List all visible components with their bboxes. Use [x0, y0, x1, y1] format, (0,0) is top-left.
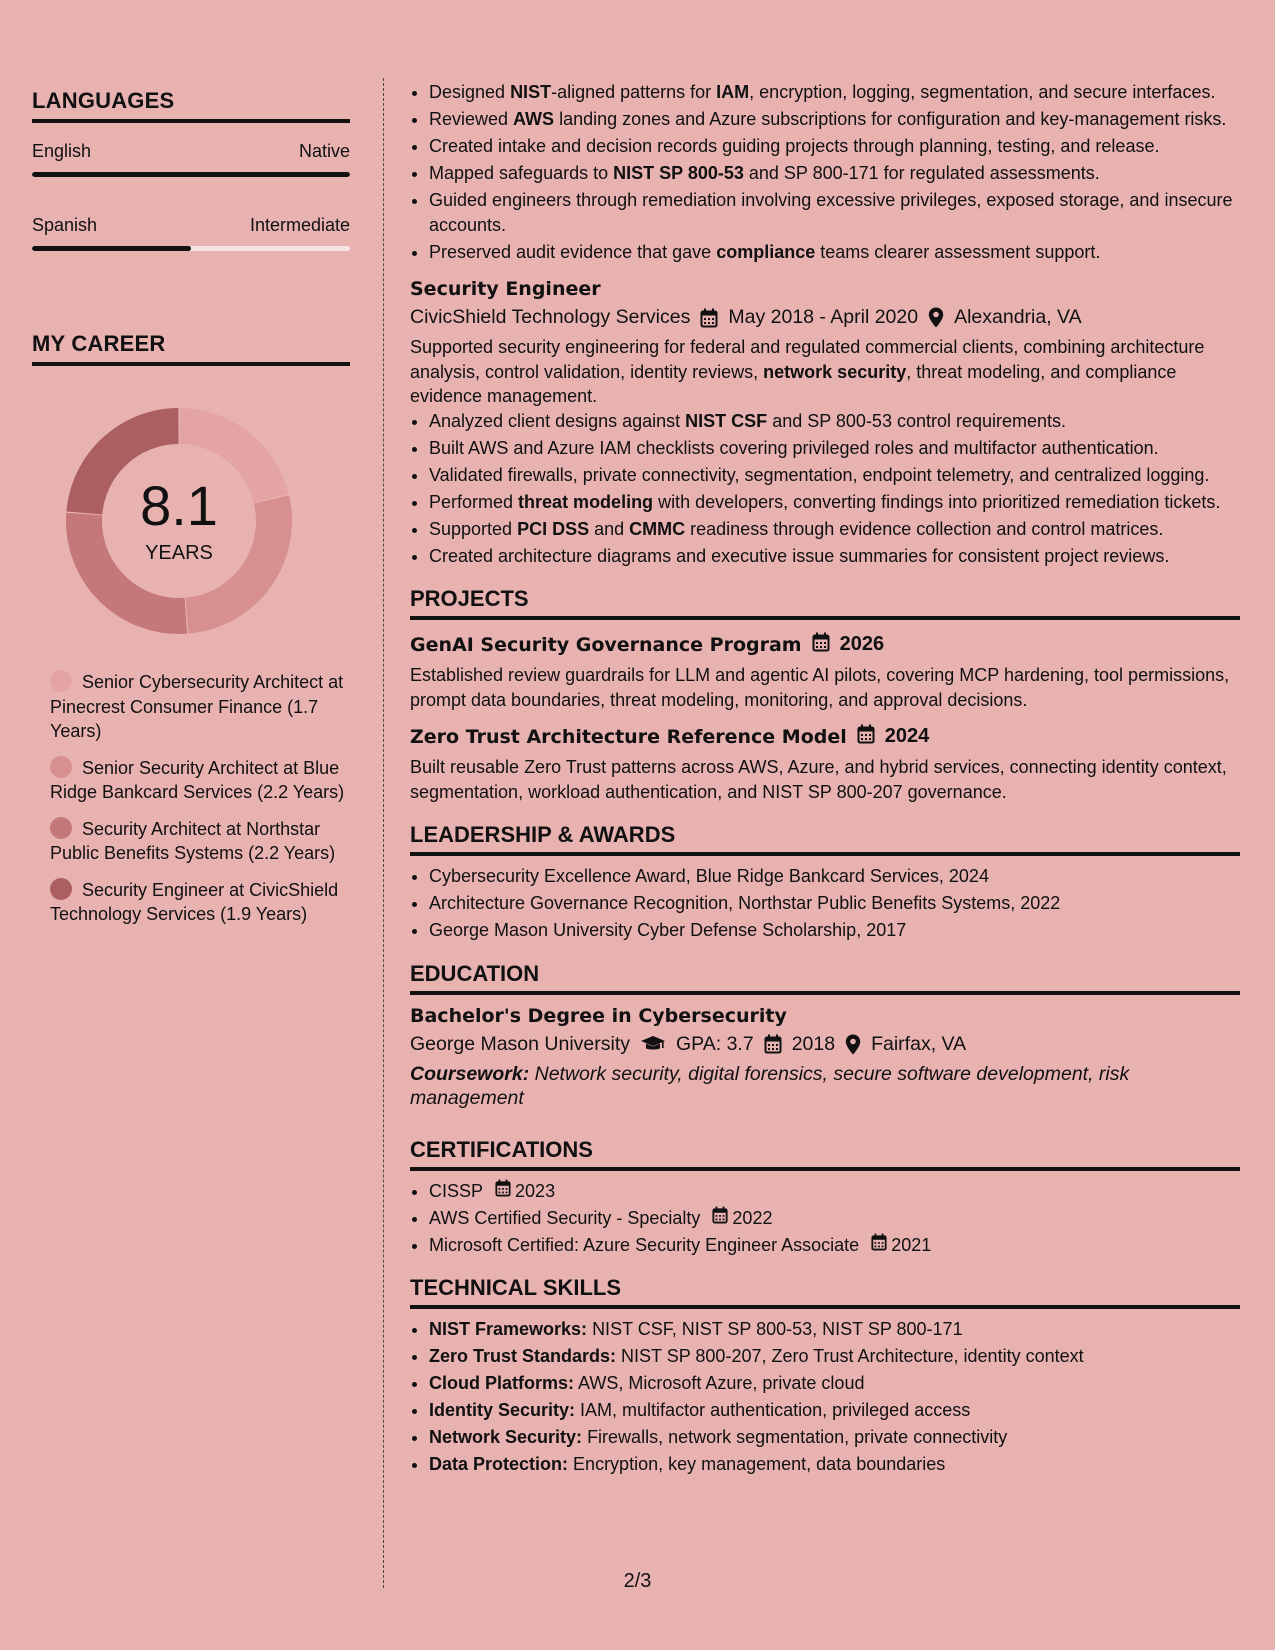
- skill-value: NIST SP 800-207, Zero Trust Architecture, identity context: [621, 1346, 1084, 1366]
- skill-item: [429, 1452, 1240, 1477]
- degree-title: Bachelor's Degree in Cybersecurity: [410, 1004, 787, 1027]
- job-summary: Supported security engineering for federal and regulated commercial clients, combining architecture analysis, control validation, identity reviews, network security, threat modeling, and compliance evidence management.: [410, 337, 1205, 406]
- legend-dot: [50, 670, 72, 692]
- career-legend-item: [50, 670, 350, 744]
- skill-label: NIST Frameworks:: [429, 1319, 588, 1339]
- job-meta: [410, 306, 1240, 329]
- coursework: [410, 1062, 1240, 1111]
- skill-label: Cloud Platforms:: [429, 1373, 575, 1393]
- graduation-year: 2018: [791, 1032, 836, 1055]
- job-location: Alexandria, VA: [954, 306, 1082, 328]
- certifications-heading: CERTIFICATIONS: [410, 1137, 1240, 1171]
- certification-name: • CISSP: [429, 1180, 484, 1201]
- legend-label: Senior Cybersecurity Architect at Pinecrest Consumer Finance (1.7 Years): [50, 672, 344, 741]
- career-heading: MY CAREER: [32, 331, 350, 366]
- certification-year: 2021: [891, 1234, 932, 1255]
- school-name: George Mason University: [410, 1032, 631, 1055]
- bullet-item: • Created intake and decision records guiding projects through planning, testing, and release.: [429, 134, 1240, 159]
- certifications-list: [410, 1179, 1240, 1258]
- skill-label: Data Protection:: [429, 1454, 569, 1474]
- skills-list: [410, 1317, 1240, 1477]
- skill-value: NIST CSF, NIST SP 800-53, NIST SP 800-171: [592, 1319, 963, 1339]
- previous-job-bullets: [410, 80, 1240, 264]
- language-level: Intermediate: [249, 215, 350, 235]
- bullet-item: • Validated firewalls, private connectivity, segmentation, endpoint telemetry, and centralized logging.: [429, 463, 1240, 488]
- certification-item: [429, 1179, 1240, 1204]
- skill-label: Identity Security:: [429, 1400, 576, 1420]
- legend-dot: [50, 756, 72, 778]
- certification-item: [429, 1233, 1240, 1258]
- language-item: [32, 141, 350, 177]
- page-number: 2/3: [623, 1570, 652, 1592]
- certification-name: • AWS Certified Security - Specialty: [429, 1207, 701, 1228]
- gpa: GPA: 3.7: [676, 1032, 754, 1055]
- legend-label: Senior Security Architect at Blue Ridge Bankcard Services (2.2 Years): [50, 757, 345, 802]
- career-legend: [32, 670, 350, 927]
- calendar-icon: [812, 632, 830, 657]
- language-bar: [32, 246, 350, 251]
- language-name: English: [32, 141, 92, 161]
- bullet-item: • Preserved audit evidence that gave compliance teams clearer assessment support.: [429, 240, 1240, 265]
- bullet-item: • Reviewed AWS landing zones and Azure subscriptions for configuration and key-management risks.: [429, 107, 1240, 132]
- career-donut-chart: [64, 406, 294, 636]
- job-title: Security Engineer: [410, 278, 601, 300]
- project-description: Established review guardrails for LLM and agentic AI pilots, covering MCP hardening, tool permissions, prompt data boundaries, threat modeling, monitoring, and approval decisions.: [410, 665, 1230, 710]
- skill-item: [429, 1398, 1240, 1423]
- project-year: 2024: [884, 725, 930, 747]
- award-item: • Architecture Governance Recognition, Northstar Public Benefits Systems, 2022: [429, 891, 1240, 916]
- sidebar: [32, 88, 350, 939]
- skill-value: IAM, multifactor authentication, privileged access: [580, 1400, 971, 1420]
- skills-heading: TECHNICAL SKILLS: [410, 1275, 1240, 1309]
- project-title-row: [410, 632, 1240, 657]
- project-description: Built reusable Zero Trust patterns across AWS, Azure, and hybrid services, connecting identity context, segmentation, workload authentication, and NIST SP 800-207 governance.: [410, 757, 1227, 802]
- language-item: [32, 215, 350, 251]
- award-item: • George Mason University Cyber Defense Scholarship, 2017: [429, 918, 1240, 943]
- school-location: Fairfax, VA: [871, 1032, 967, 1055]
- education-heading: EDUCATION: [410, 961, 1240, 995]
- legend-dot: [50, 878, 72, 900]
- language-level: Native: [298, 141, 350, 161]
- bullet-item: • Analyzed client designs against NIST CSF and SP 800-53 control requirements.: [429, 409, 1240, 434]
- language-name: Spanish: [32, 215, 98, 235]
- legend-label: Security Engineer at CivicShield Technology Services (1.9 Years): [50, 879, 339, 924]
- career-legend-item: [50, 817, 350, 866]
- calendar-icon: [857, 724, 875, 749]
- projects-heading: PROJECTS: [410, 586, 1240, 620]
- career-years-unit: YEARS: [145, 541, 213, 564]
- awards-list: [410, 864, 1240, 943]
- calendar-icon: [495, 1179, 511, 1204]
- career-total-years: 8.1: [140, 473, 218, 537]
- calendar-icon: [764, 1034, 782, 1054]
- coursework-text: Network security, digital forensics, secure software development, risk management: [410, 1062, 1130, 1109]
- skill-value: Firewalls, network segmentation, private connectivity: [587, 1427, 1008, 1447]
- skill-value: AWS, Microsoft Azure, private cloud: [578, 1373, 865, 1393]
- awards-heading: LEADERSHIP & AWARDS: [410, 822, 1240, 856]
- project-title: Zero Trust Architecture Reference Model: [410, 725, 847, 748]
- bullet-item: • Guided engineers through remediation involving excessive privileges, exposed storage, and insecure accounts.: [429, 188, 1240, 237]
- project-title: GenAI Security Governance Program: [410, 633, 802, 656]
- skill-item: [429, 1317, 1240, 1342]
- skill-item: [429, 1371, 1240, 1396]
- coursework-label: Coursework:: [410, 1062, 530, 1085]
- career-legend-item: [50, 756, 350, 805]
- bullet-item: • Created architecture diagrams and executive issue summaries for consistent project reviews.: [429, 544, 1240, 569]
- language-bar: [32, 172, 350, 177]
- bullet-item: • Supported PCI DSS and CMMC readiness through evidence collection and control matrices.: [429, 517, 1240, 542]
- bullet-item: • Built AWS and Azure IAM checklists covering privileged roles and multifactor authentication.: [429, 436, 1240, 461]
- legend-dot: [50, 817, 72, 839]
- column-divider: [383, 78, 384, 1588]
- certification-name: • Microsoft Certified: Azure Security Engineer Associate: [429, 1234, 860, 1255]
- main-column: [410, 80, 1240, 1479]
- career-legend-item: [50, 878, 350, 927]
- job-company: CivicShield Technology Services: [410, 306, 691, 328]
- language-bar-fill: [32, 172, 350, 177]
- project-year: 2026: [839, 633, 885, 655]
- skill-item: [429, 1344, 1240, 1369]
- skill-label: Network Security:: [429, 1427, 583, 1447]
- legend-label: Security Architect at Northstar Public Benefits Systems (2.2 Years): [50, 818, 336, 863]
- bullet-item: • Mapped safeguards to NIST SP 800-53 and SP 800-171 for regulated assessments.: [429, 161, 1240, 186]
- calendar-icon: [871, 1233, 887, 1258]
- skill-value: Encryption, key management, data boundaries: [573, 1454, 946, 1474]
- certification-item: [429, 1206, 1240, 1231]
- job-bullets: [410, 409, 1240, 569]
- graduation-cap-icon: [640, 1035, 666, 1053]
- education-meta: [410, 1033, 1240, 1056]
- location-pin-icon: [845, 1034, 861, 1055]
- location-pin-icon: [928, 307, 944, 328]
- job-dates: May 2018 - April 2020: [728, 306, 919, 328]
- calendar-icon: [712, 1206, 728, 1231]
- bullet-item: • Designed NIST-aligned patterns for IAM, encryption, logging, segmentation, and secure interfaces.: [429, 80, 1240, 105]
- bullet-item: • Performed threat modeling with developers, converting findings into prioritized remediation tickets.: [429, 490, 1240, 515]
- language-bar-fill: [32, 246, 191, 251]
- languages-heading: LANGUAGES: [32, 88, 350, 123]
- award-item: • Cybersecurity Excellence Award, Blue Ridge Bankcard Services, 2024: [429, 864, 1240, 889]
- certification-year: 2023: [515, 1180, 556, 1201]
- calendar-icon: [700, 308, 718, 328]
- project-title-row: [410, 724, 1240, 749]
- skill-item: [429, 1425, 1240, 1450]
- certification-year: 2022: [732, 1207, 773, 1228]
- skill-label: Zero Trust Standards:: [429, 1346, 617, 1366]
